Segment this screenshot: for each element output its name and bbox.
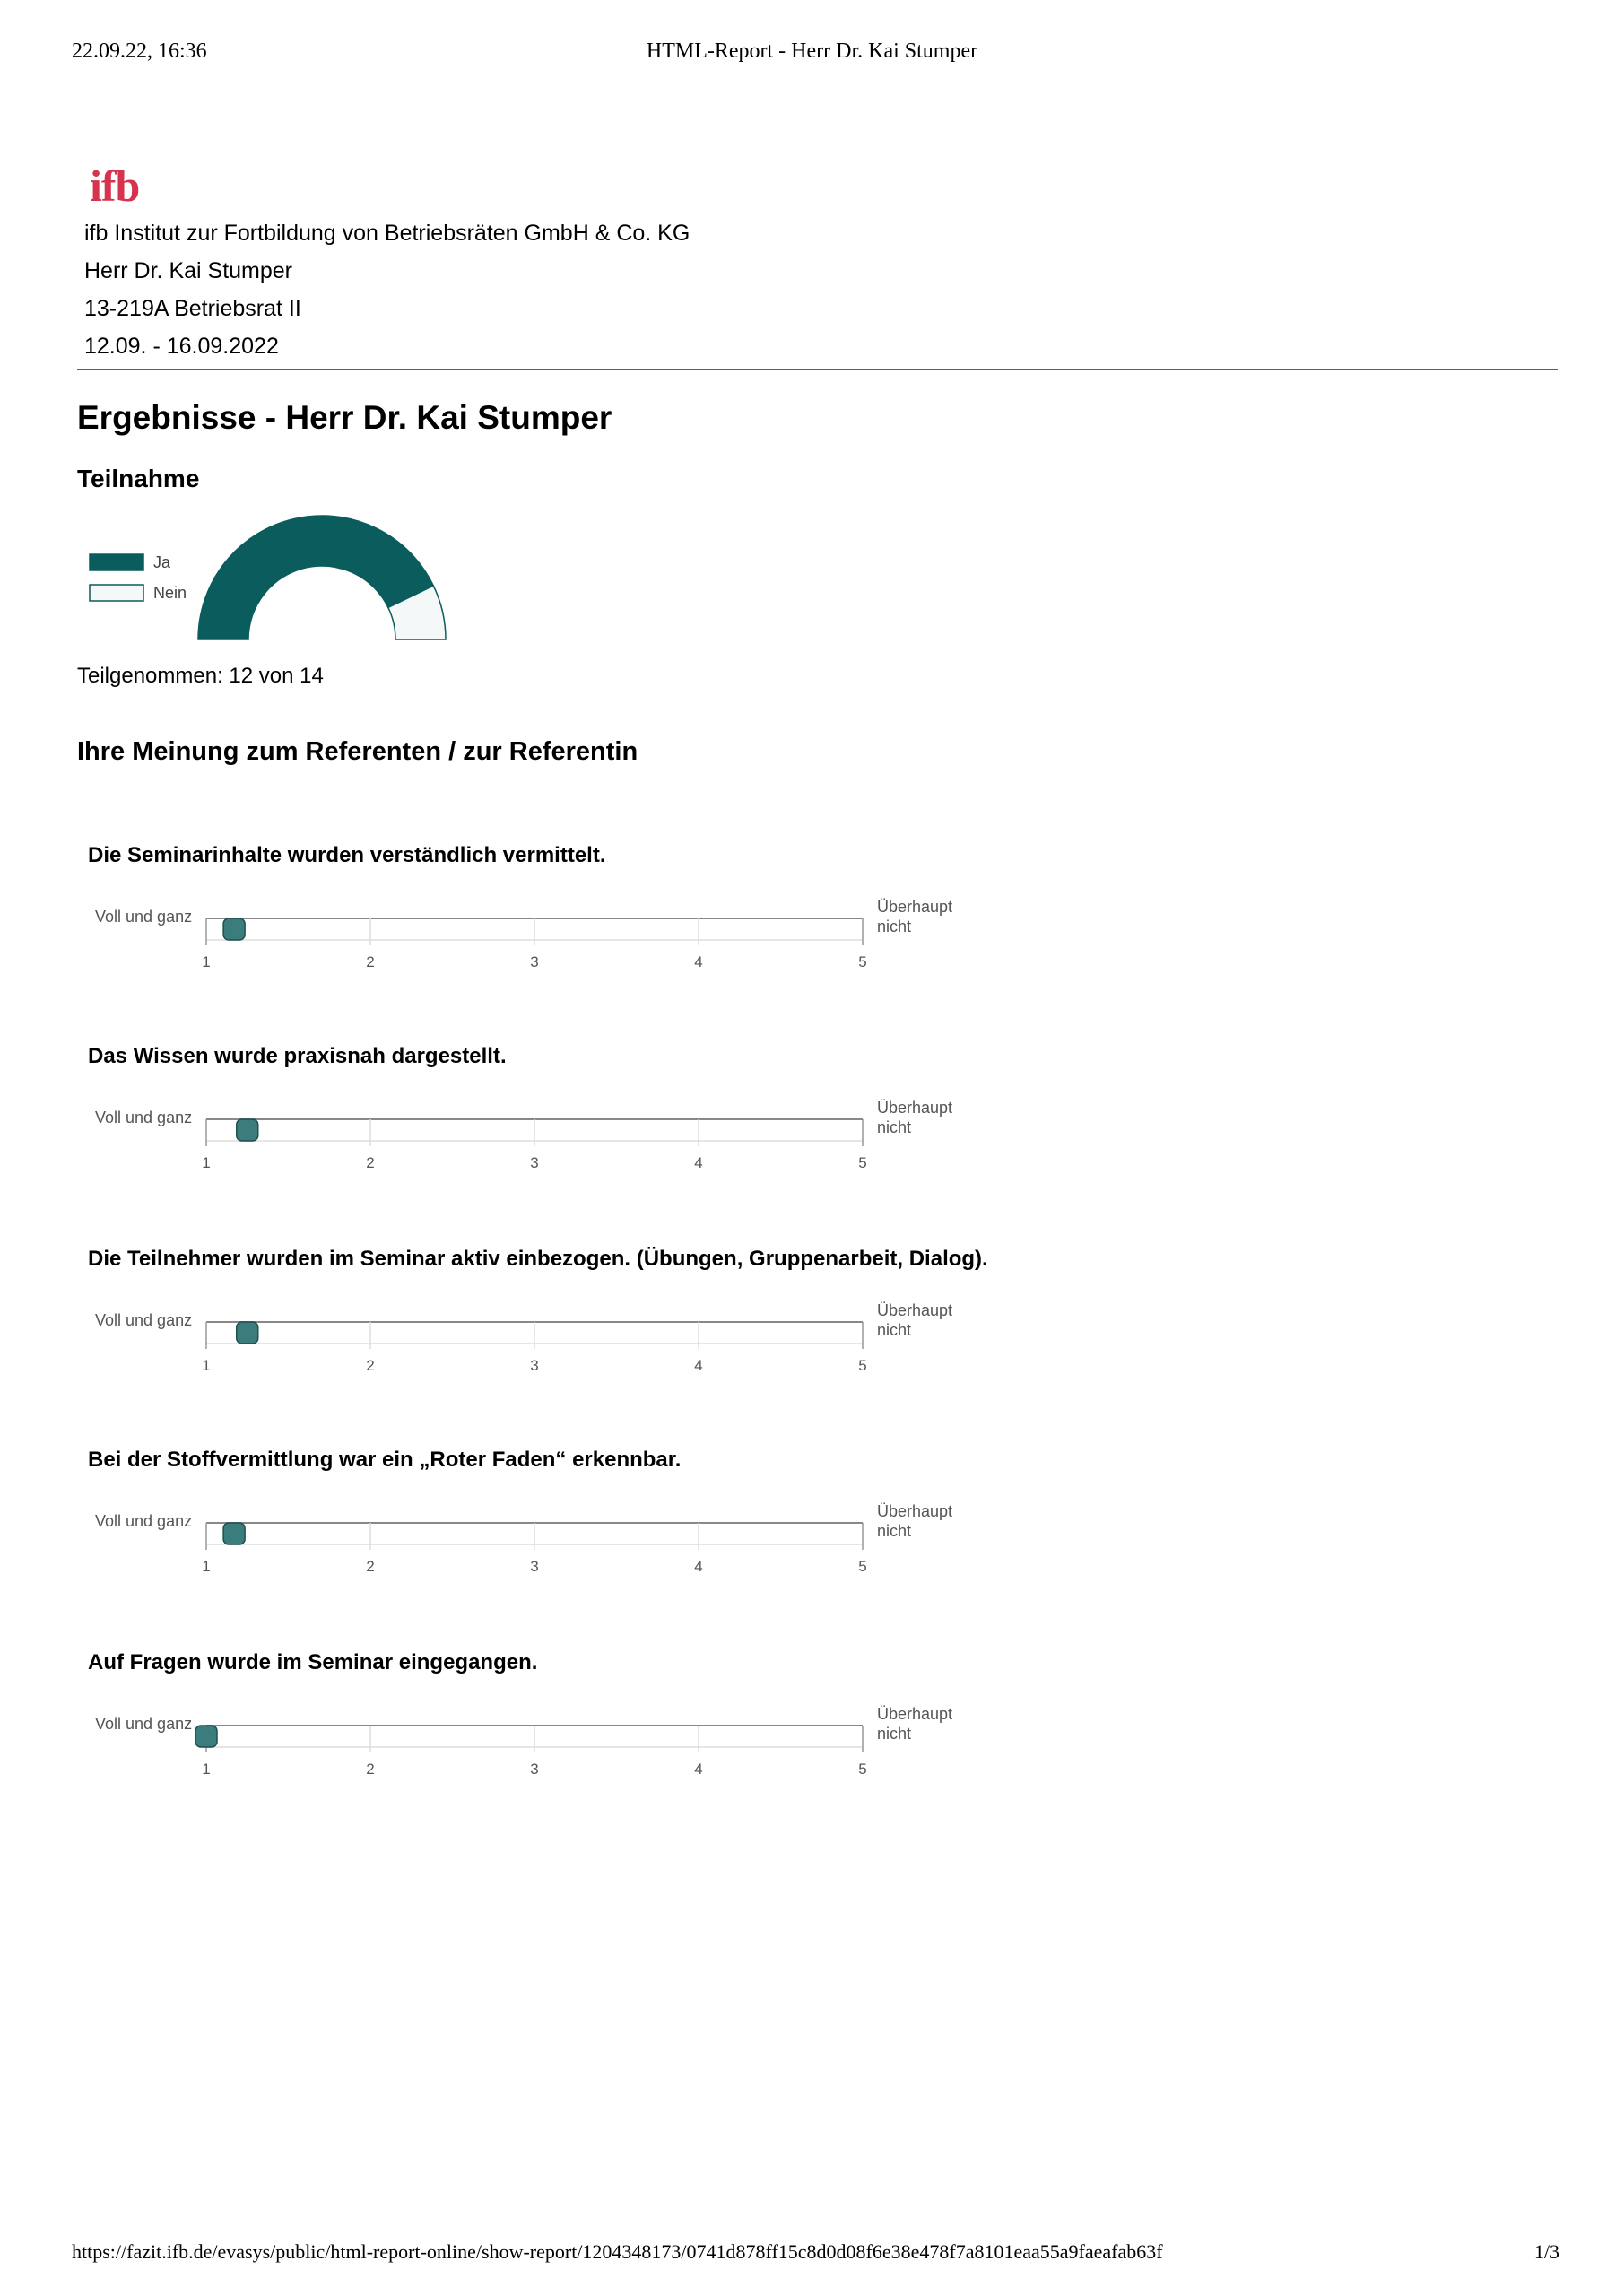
tick-label: 3 — [530, 1154, 539, 1171]
tick-label: 5 — [858, 953, 867, 970]
rating-scale-chart — [0, 1300, 1624, 1435]
mean-marker — [195, 1726, 217, 1747]
print-title: HTML-Report - Herr Dr. Kai Stumper — [646, 39, 978, 63]
opinion-heading: Ihre Meinung zum Referenten / zur Referentin — [77, 737, 638, 766]
question-title: Auf Fragen wurde im Seminar eingegangen. — [88, 1650, 538, 1674]
scale-anchor-right-line1: Überhaupt — [877, 1705, 953, 1723]
tick-label: 1 — [202, 1761, 211, 1778]
tick-label: 4 — [694, 1558, 703, 1575]
scale-anchor-left: Voll und ganz — [95, 1512, 193, 1530]
tick-label: 2 — [366, 1558, 375, 1575]
participation-heading: Teilnahme — [77, 465, 200, 492]
scale-anchor-left: Voll und ganz — [95, 1311, 193, 1329]
rating-scale-chart — [0, 1704, 1624, 1839]
participation-summary: Teilgenommen: 12 von 14 — [77, 664, 324, 688]
legend-swatch-nein — [90, 585, 143, 601]
legend-label-ja: Ja — [153, 553, 171, 571]
scale-anchor-left: Voll und ganz — [95, 1715, 193, 1733]
scale-anchor-right-line2: nicht — [877, 1725, 912, 1743]
mean-marker — [237, 1119, 258, 1141]
tick-label: 2 — [366, 1761, 375, 1778]
scale-anchor-left: Voll und ganz — [95, 908, 193, 926]
scale-anchor-right-line2: nicht — [877, 1321, 912, 1339]
tick-label: 5 — [858, 1558, 867, 1575]
question-title: Die Teilnehmer wurden im Seminar aktiv einbezogen. (Übungen, Gruppenarbeit, Dialog). — [88, 1247, 988, 1271]
organization-name: ifb Institut zur Fortbildung von Betriebsräten GmbH & Co. KG — [84, 221, 690, 246]
tick-label: 4 — [694, 953, 703, 970]
tick-label: 4 — [694, 1761, 703, 1778]
page-number: 1/3 — [1533, 2240, 1559, 2263]
scale-anchor-right-line2: nicht — [877, 1118, 912, 1136]
mean-marker — [223, 1523, 245, 1544]
rating-scale-chart — [0, 1501, 1624, 1636]
page-title: Ergebnisse - Herr Dr. Kai Stumper — [77, 399, 612, 436]
tick-label: 5 — [858, 1154, 867, 1171]
ifb-logo: ifb — [90, 161, 140, 211]
tick-label: 2 — [366, 1154, 375, 1171]
tick-label: 3 — [530, 1357, 539, 1374]
scale-anchor-right-line2: nicht — [877, 1522, 912, 1540]
print-date: 22.09.22, 16:36 — [72, 39, 207, 63]
tick-label: 1 — [202, 1154, 211, 1171]
tick-label: 5 — [858, 1357, 867, 1374]
scale-anchor-right-line1: Überhaupt — [877, 1099, 953, 1117]
tick-label: 4 — [694, 1357, 703, 1374]
participation-donut-chart — [0, 0, 1624, 682]
tick-label: 5 — [858, 1761, 867, 1778]
tick-label: 2 — [366, 1357, 375, 1374]
tick-label: 1 — [202, 953, 211, 970]
question-title: Die Seminarinhalte wurden verständlich vermittelt. — [88, 843, 606, 867]
question-title: Das Wissen wurde praxisnah dargestellt. — [88, 1044, 507, 1068]
rating-scale-chart — [0, 897, 1624, 1031]
tick-label: 4 — [694, 1154, 703, 1171]
scale-anchor-right-line1: Überhaupt — [877, 1301, 953, 1319]
question-title: Bei der Stoffvermittlung war ein „Roter Faden“ erkennbar. — [88, 1448, 682, 1472]
person-name: Herr Dr. Kai Stumper — [84, 258, 293, 283]
tick-label: 3 — [530, 953, 539, 970]
scale-anchor-left: Voll und ganz — [95, 1109, 193, 1126]
scale-anchor-right-line1: Überhaupt — [877, 1502, 953, 1520]
mean-marker — [237, 1322, 258, 1344]
footer-url: https://fazit.ifb.de/evasys/public/html-report-online/show-report/1204348173/0741d878ff15c8d0d08f6e38e478f7a8101eaa55a9faeafab63f — [72, 2240, 1163, 2263]
tick-label: 1 — [202, 1357, 211, 1374]
tick-label: 1 — [202, 1558, 211, 1575]
tick-label: 3 — [530, 1558, 539, 1575]
rating-scale-chart — [0, 1098, 1624, 1232]
scale-anchor-right-line2: nicht — [877, 918, 912, 935]
course-dates: 12.09. - 16.09.2022 — [84, 334, 279, 359]
mean-marker — [223, 918, 245, 940]
scale-anchor-right-line1: Überhaupt — [877, 898, 953, 916]
tick-label: 2 — [366, 953, 375, 970]
tick-label: 3 — [530, 1761, 539, 1778]
donut-slices — [198, 516, 446, 639]
course-name: 13-219A Betriebsrat II — [84, 296, 301, 321]
legend-swatch-ja — [90, 554, 143, 570]
legend-label-nein: Nein — [153, 584, 187, 602]
donut-legend — [90, 553, 187, 602]
